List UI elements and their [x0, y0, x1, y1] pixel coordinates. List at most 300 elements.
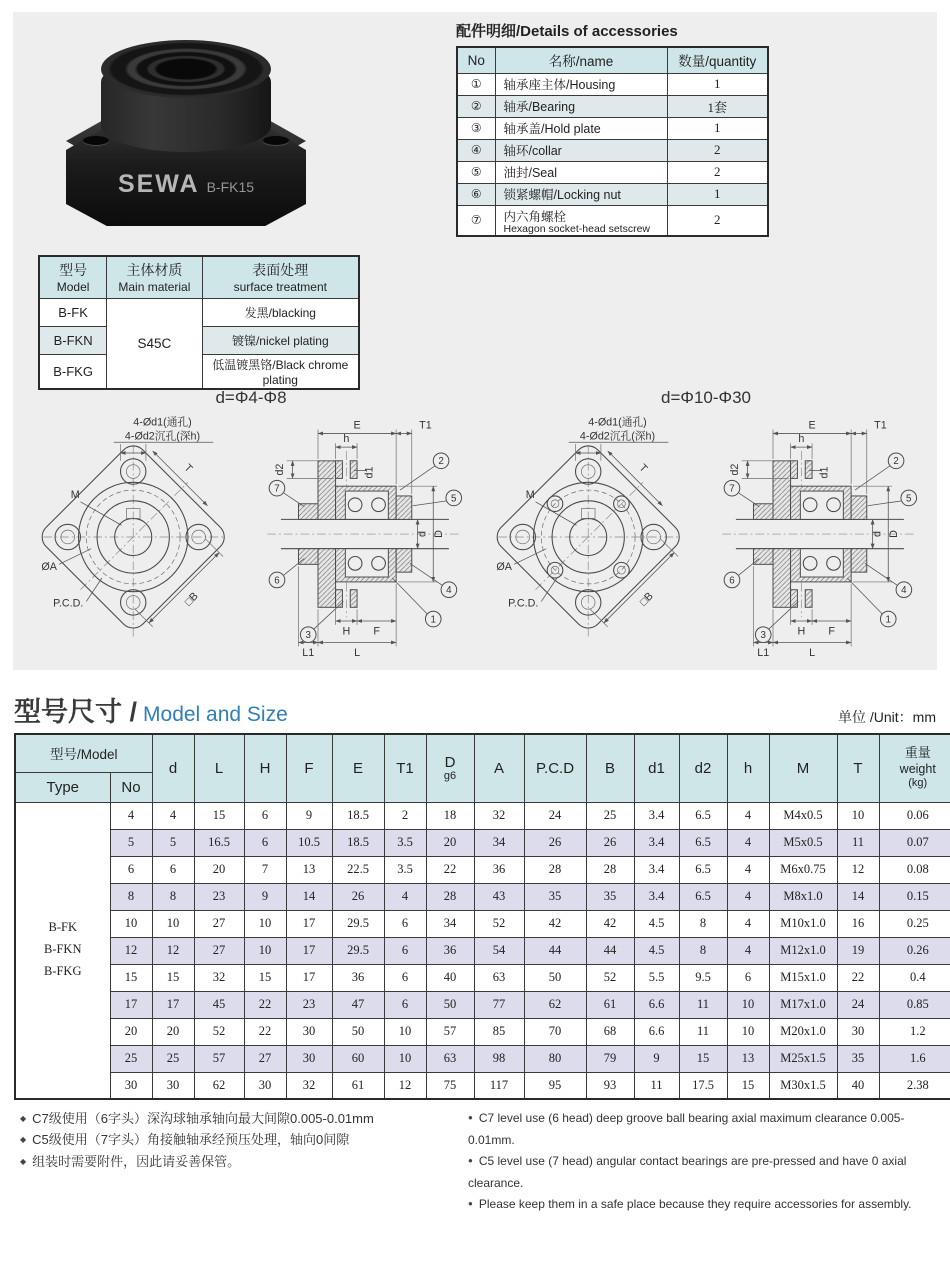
cell-name: 轴承座主体/Housing [495, 73, 667, 95]
table-row [15, 856, 950, 883]
cell-value: 42 [524, 910, 586, 937]
cell-value: M4x0.5 [769, 802, 837, 829]
cell-value: 0.26 [879, 937, 950, 964]
cell-value: 15 [727, 1072, 769, 1099]
cell-value: 26 [586, 829, 634, 856]
side-view-drawing [706, 410, 924, 662]
callout-7: 7 [729, 483, 735, 495]
col-no: No [457, 47, 495, 73]
table-row [39, 298, 359, 326]
cell-value: 5.5 [634, 964, 679, 991]
cell-value: 18 [426, 802, 474, 829]
table-header-row [15, 734, 950, 772]
cell-value: 17 [286, 937, 332, 964]
cell-value: 13 [727, 1045, 769, 1072]
cell-value: 9 [244, 883, 286, 910]
cell-no: 10 [110, 910, 152, 937]
cell-value: 61 [586, 991, 634, 1018]
col-d-tolerance: g6 [443, 770, 457, 783]
col-d1: d1 [634, 734, 679, 802]
cell-no: ③ [457, 117, 495, 139]
header-en: Main material [118, 280, 191, 295]
cell-value: 75 [426, 1072, 474, 1099]
note-item: ◆ C5级使用（7字头）角接触轴承经预压处理，轴向0间隙 [20, 1129, 468, 1150]
cell-value: 18.5 [332, 802, 384, 829]
cell-value: M12x1.0 [769, 937, 837, 964]
cell-value: 52 [474, 910, 524, 937]
cell-treatment: 发黑/blacking [202, 298, 359, 326]
table-row [15, 802, 950, 829]
dim-t1: T1 [419, 419, 432, 432]
cell-no: 12 [110, 937, 152, 964]
cell-value: 4 [727, 856, 769, 883]
col-a: A [474, 734, 524, 802]
header-zh: 主体材质 [126, 262, 183, 279]
cell-value: 10 [837, 802, 879, 829]
cell-value: 20 [426, 829, 474, 856]
cell-value: 85 [474, 1018, 524, 1045]
cell-name: 油封/Seal [495, 161, 667, 183]
table-row [15, 937, 950, 964]
cell-value: 26 [524, 829, 586, 856]
dim-h: h [798, 433, 805, 446]
callout-6: 6 [729, 575, 735, 587]
dim-pcd: P.C.D. [508, 597, 539, 610]
cell-value: 19 [837, 937, 879, 964]
cell-value: 60 [332, 1045, 384, 1072]
accessories-panel [456, 20, 769, 237]
cell-value: 1.2 [879, 1018, 950, 1045]
cell-value: 25 [152, 1045, 194, 1072]
title-zh: 型号尺寸 / [14, 697, 138, 727]
col-l: L [194, 734, 244, 802]
callout-3: 3 [305, 630, 311, 642]
col-f: F [286, 734, 332, 802]
dim-l: L [809, 647, 816, 660]
dim-d: d [416, 531, 429, 538]
cell-value: 36 [426, 937, 474, 964]
cell-value: 16 [837, 910, 879, 937]
col-type: Type [15, 772, 110, 802]
cell-value: 0.25 [879, 910, 950, 937]
dim-d1: d1 [363, 466, 376, 479]
cell-value: 27 [194, 910, 244, 937]
cell-value: M20x1.0 [769, 1018, 837, 1045]
cell-value: 45 [194, 991, 244, 1018]
cell-value: 63 [426, 1045, 474, 1072]
table-header-row [457, 47, 768, 73]
cell-no: 6 [110, 856, 152, 883]
cell-value: 32 [286, 1072, 332, 1099]
cell-value: 4 [727, 937, 769, 964]
cell-value: 30 [244, 1072, 286, 1099]
cell-value: 47 [332, 991, 384, 1018]
drawing-title: d=Φ10-Φ30 [661, 388, 751, 407]
cell-value: 10.5 [286, 829, 332, 856]
table-row [15, 1018, 950, 1045]
cell-value: 80 [524, 1045, 586, 1072]
unit-label: 单位 /Unit：mm [838, 709, 936, 725]
cell-value: 35 [586, 883, 634, 910]
cell-value: 3.4 [634, 883, 679, 910]
dim-square-b: □B [182, 590, 201, 609]
size-section-header [14, 690, 936, 729]
cell-value: M15x1.0 [769, 964, 837, 991]
dim-l1: L1 [302, 647, 315, 660]
dim-d2: d2 [273, 463, 286, 476]
cell-value: 6.6 [634, 1018, 679, 1045]
title-en: Model and Size [143, 703, 288, 726]
dim-f: F [828, 625, 835, 638]
cell-value: 50 [332, 1018, 384, 1045]
callout-3: 3 [760, 630, 766, 642]
cell-value: 14 [286, 883, 332, 910]
cell-no: 20 [110, 1018, 152, 1045]
col-h: H [244, 734, 286, 802]
cell-value: 15 [679, 1045, 727, 1072]
brand-logo: SEWA [117, 170, 200, 198]
cell-value: 15 [194, 802, 244, 829]
dim-d2: d2 [728, 463, 741, 476]
cell-no: 30 [110, 1072, 152, 1099]
table-row [457, 117, 768, 139]
dim-d: d [871, 531, 884, 538]
cell-value: 6 [384, 964, 426, 991]
cell-value: 6 [384, 991, 426, 1018]
cell-no: ① [457, 73, 495, 95]
cell-qty: 1 [667, 73, 768, 95]
dim-pcd: P.C.D. [53, 597, 84, 610]
cell-value: 36 [474, 856, 524, 883]
callout-5: 5 [906, 493, 912, 505]
hole-note-2: 4-Ød2沉孔(深h) [579, 430, 656, 443]
cell-value: 17 [152, 991, 194, 1018]
page-title [14, 690, 288, 729]
cell-value: 40 [426, 964, 474, 991]
col-model: 型号/Model [15, 734, 152, 772]
cell-value: 70 [524, 1018, 586, 1045]
cell-value: 93 [586, 1072, 634, 1099]
table-row [457, 139, 768, 161]
cell-value: 35 [837, 1045, 879, 1072]
cell-value: 4.5 [634, 910, 679, 937]
cell-name-en: Hexagon socket-head setscrew [503, 222, 650, 235]
note-item: ● C5 level use (7 head) angular contact bearings are pre-pressed and have 0 axial clearance. [468, 1151, 936, 1194]
cell-value: 1.6 [879, 1045, 950, 1072]
cell-name: 轴承盖/Hold plate [495, 117, 667, 139]
cell-value: M10x1.0 [769, 910, 837, 937]
cell-value: 29.5 [332, 910, 384, 937]
table-row [457, 183, 768, 205]
table-row [15, 910, 950, 937]
cell-value: 12 [152, 937, 194, 964]
cell-qty: 1 [667, 183, 768, 205]
cell-value: 3.5 [384, 856, 426, 883]
side-view-drawing [251, 410, 469, 662]
cell-name: 内六角螺栓 Hexagon socket-head setscrew [495, 205, 667, 236]
header-en: surface treatment [233, 280, 327, 295]
col-m: M [769, 734, 837, 802]
cell-value: 9.5 [679, 964, 727, 991]
cell-value: 61 [332, 1072, 384, 1099]
cell-qty: 2 [667, 161, 768, 183]
cell-value: 28 [426, 883, 474, 910]
cell-value: 6.5 [679, 802, 727, 829]
cell-value: 0.4 [879, 964, 950, 991]
notes-zh-list [20, 1108, 468, 1216]
cell-value: 0.08 [879, 856, 950, 883]
mount-hole-right [263, 136, 289, 145]
cell-qty: 1 [667, 117, 768, 139]
cell-value: 8 [679, 910, 727, 937]
product-branding [66, 170, 306, 199]
hole-note-1: 4-Ød1(通孔) [588, 416, 647, 429]
cell-value: 24 [524, 802, 586, 829]
cell-value: M25x1.5 [769, 1045, 837, 1072]
housing-bore [101, 40, 271, 98]
cell-value: 6 [244, 829, 286, 856]
table-row [15, 964, 950, 991]
cell-model: B-FKN [39, 326, 107, 354]
cell-value: 4.5 [634, 937, 679, 964]
cell-name: 轴承/Bearing [495, 95, 667, 117]
notes-en-list [468, 1108, 936, 1216]
accessories-table [456, 46, 769, 237]
cell-no: 17 [110, 991, 152, 1018]
note-item: ◆ C7级使用（6字头）深沟球轴承轴向最大间隙0.005-0.01mm [20, 1108, 468, 1129]
cell-value: 50 [426, 991, 474, 1018]
cell-value: M5x0.5 [769, 829, 837, 856]
note-item: ◆ 组装时需要附件，因此请妥善保管。 [20, 1151, 468, 1172]
callout-2: 2 [438, 456, 444, 468]
cell-value: M8x1.0 [769, 883, 837, 910]
cell-value: 6 [384, 937, 426, 964]
cell-value: 10 [727, 1018, 769, 1045]
dim-big-d: D [888, 530, 901, 538]
cell-value: 25 [586, 802, 634, 829]
cell-value: 10 [152, 910, 194, 937]
cell-value: 77 [474, 991, 524, 1018]
cell-value: 54 [474, 937, 524, 964]
cell-value: 18.5 [332, 829, 384, 856]
header-zh: 型号 [59, 262, 88, 279]
cell-value: 50 [524, 964, 586, 991]
product-photo [21, 18, 351, 248]
dim-l1: L1 [757, 647, 770, 660]
cell-value: 26 [332, 883, 384, 910]
cell-value: 42 [586, 910, 634, 937]
mount-hole-left [83, 136, 109, 145]
cell-value: 10 [244, 910, 286, 937]
cell-value: 62 [194, 1072, 244, 1099]
size-table [14, 733, 950, 1100]
note-item: ● C7 level use (6 head) deep groove ball bearing axial maximum clearance 0.005-0.01mm. [468, 1108, 936, 1151]
cell-value: 3.5 [384, 829, 426, 856]
cell-value: 6.6 [634, 991, 679, 1018]
cell-model: B-FKG [39, 354, 107, 389]
cell-value: 6 [244, 802, 286, 829]
col-model [39, 256, 107, 298]
callout-2: 2 [893, 456, 899, 468]
cell-value: 27 [244, 1045, 286, 1072]
type-model: B-FK [48, 920, 77, 935]
note-item: ● Please keep them in a safe place because they require accessories for assembly. [468, 1194, 936, 1216]
col-material [107, 256, 202, 298]
dim-big-h: H [797, 625, 806, 638]
cell-value: 13 [286, 856, 332, 883]
drawing-right [475, 388, 937, 662]
col-d: d [152, 734, 194, 802]
cell-value: 22 [244, 991, 286, 1018]
table-row [15, 883, 950, 910]
cell-value: 0.15 [879, 883, 950, 910]
table-row [457, 95, 768, 117]
col-name: 名称/name [495, 47, 667, 73]
cell-no: ④ [457, 139, 495, 161]
cell-value: 40 [837, 1072, 879, 1099]
cell-value: 5 [152, 829, 194, 856]
dim-t: T [181, 461, 195, 475]
dim-f: F [373, 625, 380, 638]
cell-value: 4 [727, 829, 769, 856]
cell-value: 24 [837, 991, 879, 1018]
size-tbody [15, 802, 950, 1099]
type-model: B-FKG [43, 964, 82, 979]
cell-value: 27 [194, 937, 244, 964]
cell-value: 32 [194, 964, 244, 991]
cell-qty: 2 [667, 205, 768, 236]
cell-value: 34 [426, 910, 474, 937]
cell-value: 3.4 [634, 829, 679, 856]
cell-value: 9 [634, 1045, 679, 1072]
cell-no: ⑥ [457, 183, 495, 205]
cell-value: 15 [152, 964, 194, 991]
cell-value: 22 [244, 1018, 286, 1045]
callout-4: 4 [901, 585, 907, 597]
callout-7: 7 [274, 483, 280, 495]
cell-value: 11 [679, 1018, 727, 1045]
cell-value: 28 [586, 856, 634, 883]
dim-d1: d1 [818, 466, 831, 479]
dim-big-d: D [433, 530, 446, 538]
cell-value: 44 [586, 937, 634, 964]
cell-value: 28 [524, 856, 586, 883]
cell-value: 68 [586, 1018, 634, 1045]
cell-value: 8 [679, 937, 727, 964]
front-view-drawing [33, 410, 251, 662]
col-d: D g6 [426, 734, 474, 802]
cell-value: 57 [194, 1045, 244, 1072]
cell-value: 10 [384, 1045, 426, 1072]
material-table [38, 255, 360, 390]
cell-value: 30 [837, 1018, 879, 1045]
dim-e: E [808, 419, 816, 432]
table-row [457, 73, 768, 95]
cell-value: 6 [152, 856, 194, 883]
callout-1: 1 [885, 614, 891, 626]
hole-note-2: 4-Ød2沉孔(深h) [124, 430, 201, 443]
cell-no: ⑤ [457, 161, 495, 183]
material-tbody [39, 298, 359, 389]
cell-no: 15 [110, 964, 152, 991]
cell-value: 63 [474, 964, 524, 991]
cell-value: 57 [426, 1018, 474, 1045]
cell-value: 6 [727, 964, 769, 991]
cell-value: 11 [837, 829, 879, 856]
cell-value: 20 [152, 1018, 194, 1045]
front-view-drawing [488, 410, 706, 662]
dim-e: E [353, 419, 361, 432]
col-surface [202, 256, 359, 298]
cell-value: 4 [727, 883, 769, 910]
header-en: Model [56, 280, 90, 295]
cell-value: 4 [727, 910, 769, 937]
cell-value: 10 [384, 1018, 426, 1045]
dim-m: M [525, 488, 535, 501]
cell-value: 7 [244, 856, 286, 883]
cell-value: 62 [524, 991, 586, 1018]
table-header-row [39, 256, 359, 298]
table-row [15, 1045, 950, 1072]
dim-phi-a: ØA [41, 561, 57, 574]
cell-value: M30x1.5 [769, 1072, 837, 1099]
cell-value: 0.07 [879, 829, 950, 856]
technical-drawings [13, 388, 937, 662]
cell-value: 22 [837, 964, 879, 991]
col-t1: T1 [384, 734, 426, 802]
size-table-wrap [14, 733, 936, 1100]
dim-t: T [636, 461, 650, 475]
col-pcd: P.C.D [524, 734, 586, 802]
cell-value: 98 [474, 1045, 524, 1072]
dim-phi-a: ØA [496, 561, 512, 574]
cell-value: 30 [286, 1045, 332, 1072]
cell-value: 44 [524, 937, 586, 964]
cell-value: 35 [524, 883, 586, 910]
cell-value: 17.5 [679, 1072, 727, 1099]
col-d2: d2 [679, 734, 727, 802]
drawing-left [27, 388, 475, 662]
cell-qty: 2 [667, 139, 768, 161]
callout-5: 5 [451, 493, 457, 505]
cell-value: M6x0.75 [769, 856, 837, 883]
accessories-title: 配件明细/Details of accessories [456, 23, 678, 40]
cell-value: 6.5 [679, 829, 727, 856]
cell-value: 6.5 [679, 883, 727, 910]
cell-value: 3.4 [634, 856, 679, 883]
cell-value: 2 [384, 802, 426, 829]
cell-type-models [15, 802, 110, 1099]
col-weight: 重量 weight (kg) [879, 734, 950, 802]
cell-value: 52 [586, 964, 634, 991]
cell-value: 4 [152, 802, 194, 829]
table-row [457, 205, 768, 236]
dim-big-h: H [342, 625, 351, 638]
cell-value: 12 [384, 1072, 426, 1099]
cell-value: 3.4 [634, 802, 679, 829]
cell-no: 5 [110, 829, 152, 856]
cell-value: 95 [524, 1072, 586, 1099]
table-row [457, 161, 768, 183]
col-e: E [332, 734, 384, 802]
cell-value: 30 [286, 1018, 332, 1045]
cell-name: 轴环/collar [495, 139, 667, 161]
product-model: B-FK15 [206, 179, 255, 195]
cell-value: 17 [286, 964, 332, 991]
accessories-tbody [457, 73, 768, 236]
dim-l: L [354, 647, 361, 660]
cell-treatment: 低温镀黑铬/Black chrome plating [202, 354, 359, 389]
